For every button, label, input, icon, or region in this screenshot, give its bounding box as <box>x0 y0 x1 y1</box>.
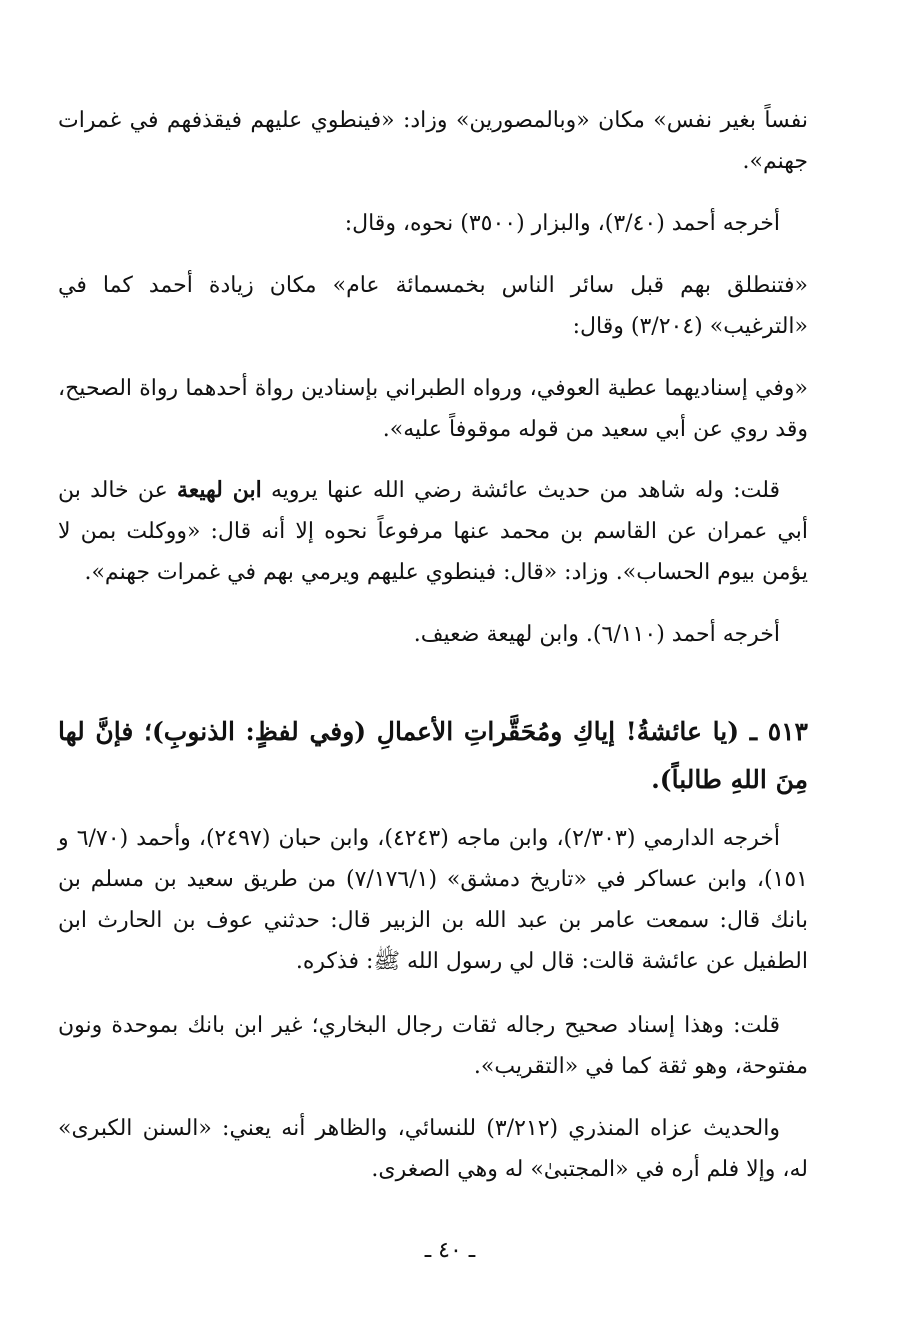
paragraph-isnad-grading: قلت: وهذا إسناد صحيح رجاله ثقات رجال البخاري؛ غير ابن بانك بموحدة ونون مفتوحة، وهو ثقة كما في «التقريب». <box>58 1013 808 1079</box>
paragraph-ahmad-bazzar: أخرجه أحمد (٣/٤٠)، والبزار (٣٥٠٠) نحوه، وقال: <box>344 211 780 236</box>
text-segment: عن خالد بن أبي عمران عن القاسم بن محمد عنها مرفوعاً نحوه إلا أنه قال: «ووكلت بمن لا يؤمن بيوم الحساب». وزاد: «قال: فينطوي عليهم ويرمي بهم في غمرات جهنم». <box>58 478 808 585</box>
narrator-name: ابن لهيعة <box>176 477 262 503</box>
paragraph-ahmad-grading: أخرجه أحمد (٦/١١٠). وابن لهيعة ضعيف. <box>413 622 780 647</box>
text-segment: قلت: وله شاهد من حديث عائشة رضي الله عنها يرويه <box>261 478 780 503</box>
page-number: ـ ٤٠ ـ <box>424 1238 476 1263</box>
paragraph-targhib-quote: «فتنطلق بهم قبل سائر الناس بخمسمائة عام» مكان زيادة أحمد كما في «الترغيب» (٣/٢٠٤) وقال: <box>58 273 809 339</box>
paragraph-continuation: نفساً بغير نفس» مكان «وبالمصورين» وزاد: «فينطوي عليهم فيقذفهم في غمرات جهنم». <box>58 108 808 174</box>
paragraph-isnad-quote: «وفي إسناديهما عطية العوفي، ورواه الطبراني بإسنادين رواة أحدهما رواة الصحيح، وقد روي عن أبي سعيد من قوله موقوفاً عليه». <box>58 376 808 442</box>
paragraph-aisha-witness <box>58 470 808 593</box>
hadith-heading: ٥١٣ ـ (يا عائشةُ! إياكِ ومُحَقَّراتِ الأعمالِ (وفي لفظٍ: الذنوبِ)؛ فإنَّ لها مِنَ اللهِ طالباً). <box>58 717 808 794</box>
paragraph-mundhiri: والحديث عزاه المنذري (٣/٢١٢) للنسائي، والظاهر أنه يعني: «السنن الكبرى» له، وإلا فلم أره في «المجتبىٰ» له وهي الصغرى. <box>58 1116 808 1182</box>
paragraph-takhrij: أخرجه الدارمي (٢/٣٠٣)، وابن ماجه (٤٢٤٣)، وابن حبان (٢٤٩٧)، وأحمد (٦/٧٠ و ١٥١)، وابن عساكر في «تاريخ دمشق» (٧/١٧٦/١) من طريق سعيد بن مسلم بن بانك قال: سمعت عامر بن عبد الله بن الزبير قال: حدثني عوف بن الحارث ابن الطفيل عن عائشة قالت: قال لي رسول الله ﷺ: فذكره. <box>58 826 808 974</box>
